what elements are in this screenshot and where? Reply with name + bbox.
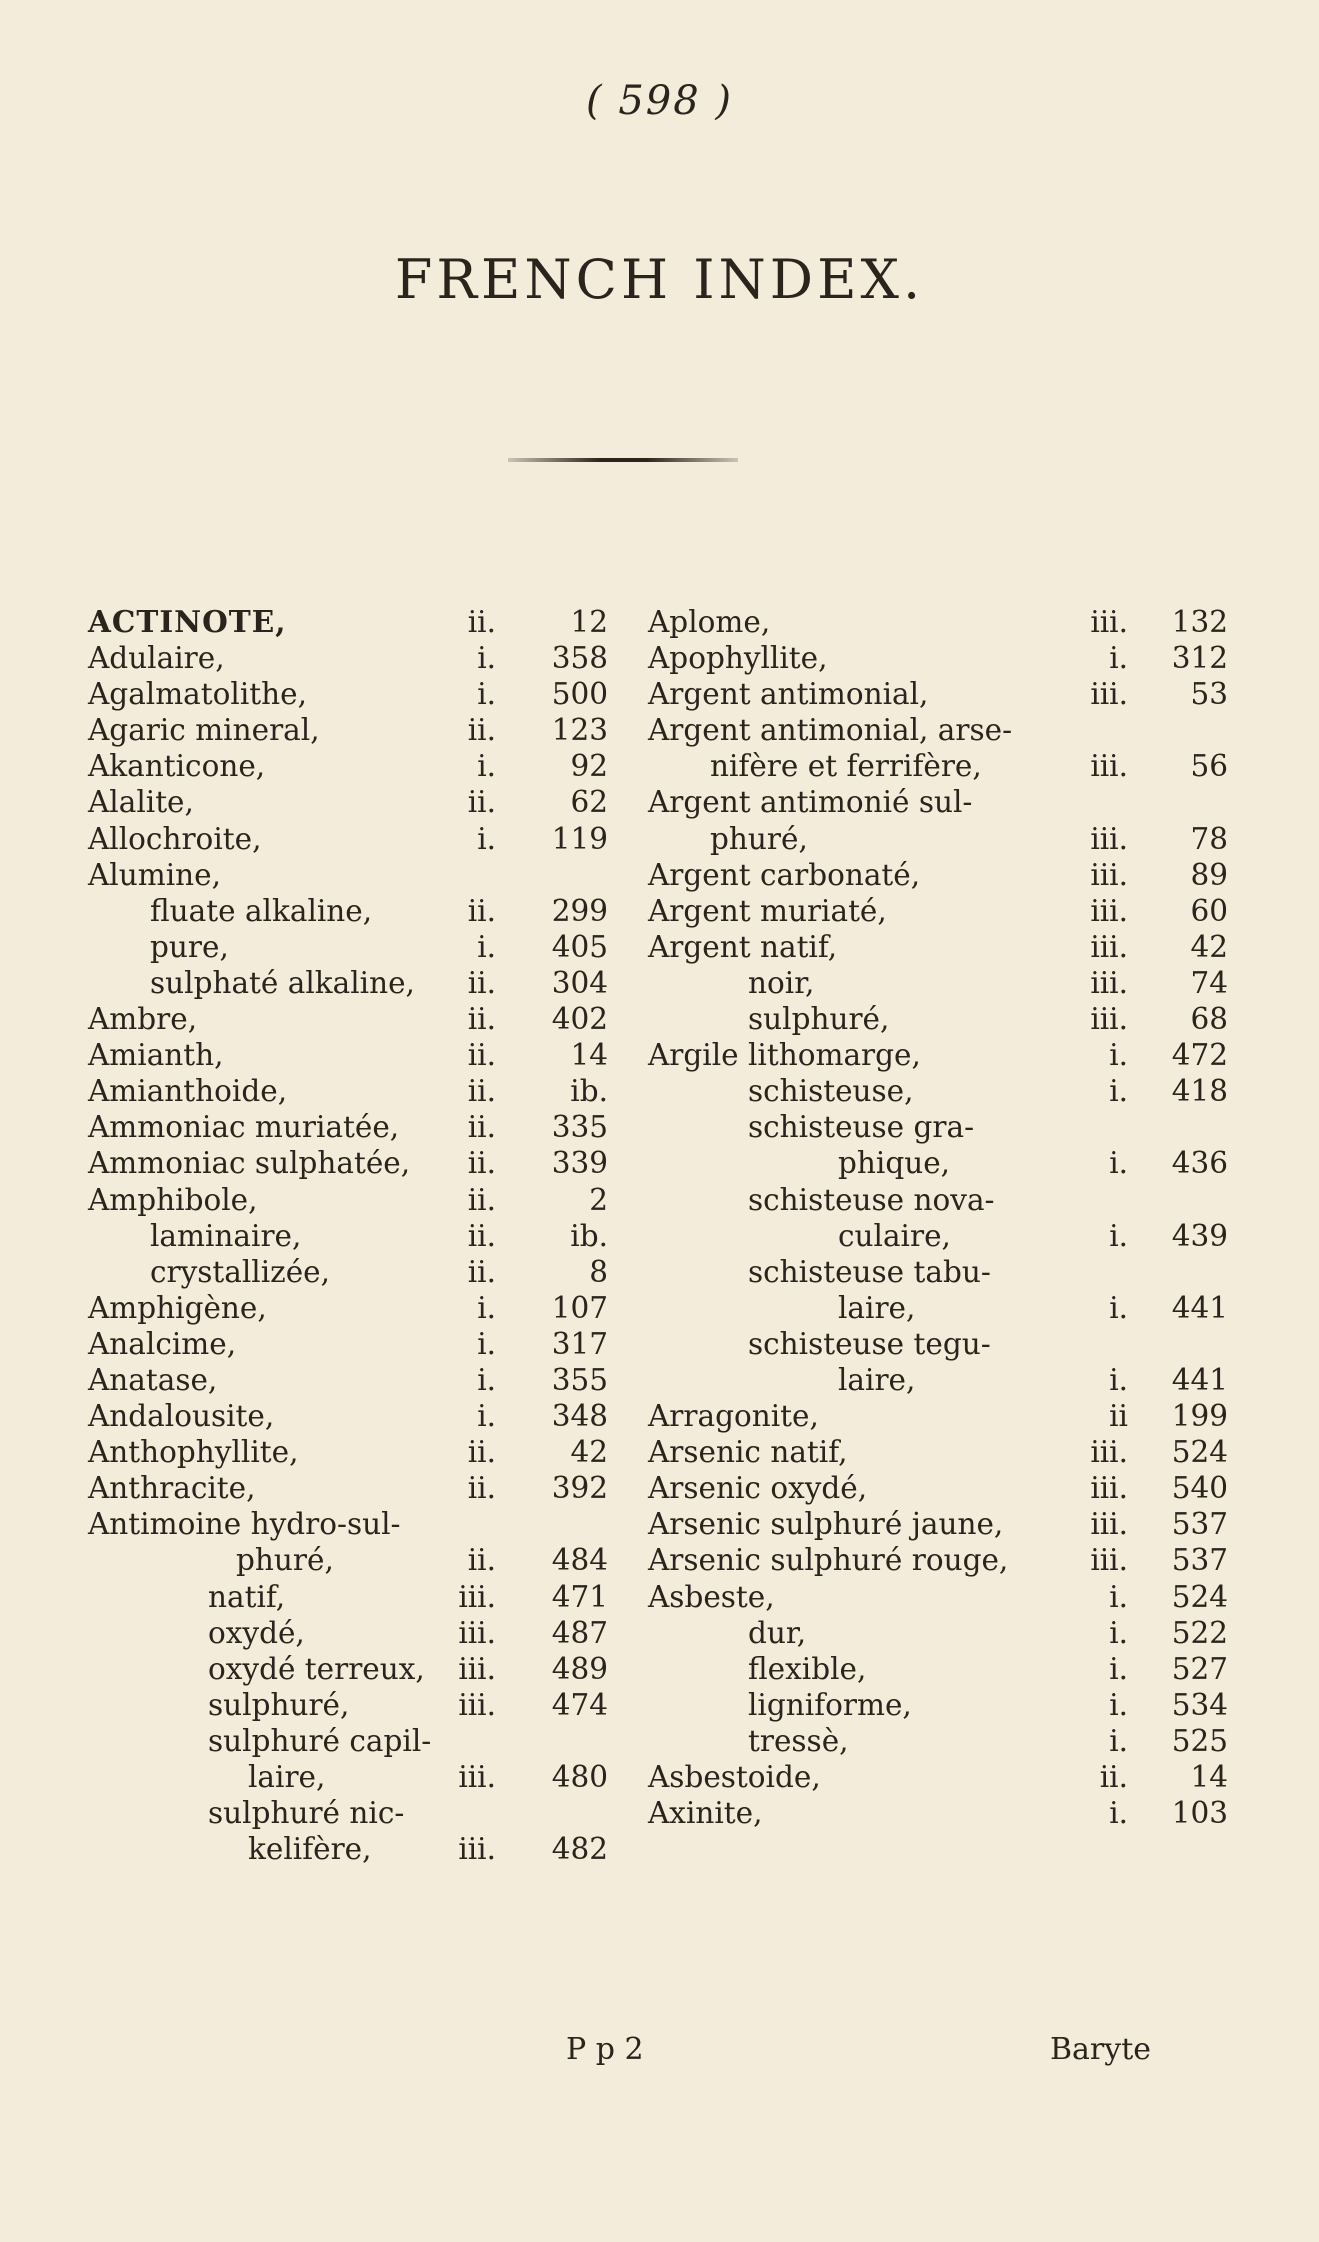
entry-volume: ii. <box>467 1254 496 1289</box>
entry-page: 335 <box>551 1110 608 1145</box>
entry-volume: i. <box>477 749 496 784</box>
index-entry <box>88 1037 608 1073</box>
index-entry <box>88 965 608 1001</box>
index-entry <box>648 676 1228 712</box>
entry-term: Andalousite, <box>88 1399 275 1434</box>
entry-term: culaire, <box>838 1218 951 1253</box>
entry-page: 436 <box>1171 1146 1228 1181</box>
entry-volume: i. <box>1109 1796 1128 1831</box>
index-entry <box>648 1506 1228 1542</box>
entry-page: 418 <box>1171 1074 1228 1109</box>
entry-term: ACTINOTE, <box>88 604 287 639</box>
index-entry <box>88 1254 608 1290</box>
entry-volume: i. <box>477 1399 496 1434</box>
entry-term: Alumine, <box>88 857 221 892</box>
entry-term: Adulaire, <box>88 641 225 676</box>
catchword: Baryte <box>1050 2032 1152 2067</box>
entry-volume: ii. <box>467 1074 496 1109</box>
right-index-column <box>648 604 1228 1831</box>
entry-volume: ii. <box>467 713 496 748</box>
index-entry <box>648 1109 1228 1145</box>
index-entry <box>648 1434 1228 1470</box>
entry-volume: ii. <box>467 1038 496 1073</box>
entry-volume: iii. <box>1090 821 1128 856</box>
left-index-column <box>88 604 608 1867</box>
index-entry <box>88 1795 608 1831</box>
entry-page: 482 <box>551 1832 608 1867</box>
index-entry <box>648 712 1228 748</box>
index-entry <box>88 1759 608 1795</box>
entry-term: sulphuré, <box>748 1002 890 1037</box>
index-entry <box>88 676 608 712</box>
entry-volume: iii. <box>1090 605 1128 639</box>
entry-term: Anthophyllite, <box>88 1435 299 1470</box>
entry-term: flexible, <box>748 1651 867 1686</box>
index-entry <box>648 965 1228 1001</box>
entry-volume: i. <box>1109 1362 1128 1397</box>
entry-term: Ammoniac muriatée, <box>88 1110 400 1145</box>
entry-term: laire, <box>838 1362 916 1397</box>
entry-volume: iii. <box>1090 857 1128 892</box>
entry-volume: ii. <box>467 1543 496 1578</box>
entry-volume: i. <box>477 1290 496 1325</box>
entry-term: crystallizée, <box>150 1254 331 1289</box>
entry-volume: ii. <box>1099 1760 1128 1794</box>
entry-volume: i. <box>477 929 496 964</box>
index-entry <box>88 1398 608 1434</box>
entry-term: Apophyllite, <box>648 641 828 676</box>
entry-page: 74 <box>1190 965 1228 1000</box>
entry-volume: i. <box>477 641 496 676</box>
entry-term: phique, <box>838 1146 951 1181</box>
entry-page: 540 <box>1171 1471 1228 1506</box>
entry-page: 299 <box>551 893 608 928</box>
index-entry <box>88 1615 608 1651</box>
entry-page: 304 <box>551 965 608 1000</box>
entry-page: ib. <box>570 1074 608 1109</box>
entry-volume: iii. <box>458 1687 496 1722</box>
entry-page: 358 <box>551 641 608 676</box>
index-entry <box>648 1651 1228 1687</box>
entry-volume: iii. <box>458 1579 496 1614</box>
entry-page: 537 <box>1171 1507 1228 1542</box>
entry-term: Arsenic sulphuré rouge, <box>648 1543 1009 1578</box>
entry-page: 480 <box>551 1760 608 1794</box>
entry-page: 537 <box>1171 1543 1228 1578</box>
entry-term: Asbeste, <box>648 1579 775 1614</box>
entry-volume: iii. <box>458 1760 496 1794</box>
entry-term: Amphibole, <box>88 1182 258 1217</box>
page-number: ( 598 ) <box>586 78 733 124</box>
entry-volume: iii. <box>1090 749 1128 784</box>
index-entry <box>648 1218 1228 1254</box>
entry-page: 489 <box>551 1651 608 1686</box>
entry-term: noir, <box>748 965 815 1000</box>
entry-volume: ii. <box>467 965 496 1000</box>
entry-volume: ii. <box>467 1182 496 1217</box>
entry-page: 89 <box>1190 857 1228 892</box>
entry-term: Axinite, <box>648 1796 763 1831</box>
entry-volume: i. <box>477 1362 496 1397</box>
entry-page: 487 <box>551 1615 608 1650</box>
index-entry <box>88 929 608 965</box>
entry-volume: i. <box>477 677 496 712</box>
entry-term: pure, <box>150 929 229 964</box>
entry-page: 78 <box>1190 821 1228 856</box>
index-entry <box>648 1795 1228 1831</box>
entry-page: 527 <box>1171 1651 1228 1686</box>
entry-volume: ii. <box>467 1435 496 1470</box>
entry-term: Anatase, <box>88 1362 218 1397</box>
entry-page: 441 <box>1171 1290 1228 1325</box>
entry-page: 524 <box>1171 1435 1228 1470</box>
entry-term: schisteuse tegu- <box>748 1326 991 1361</box>
index-entry <box>88 1831 608 1867</box>
entry-term: Argent antimonial, <box>648 677 929 712</box>
entry-volume: iii. <box>458 1651 496 1686</box>
entry-page: 317 <box>551 1326 608 1361</box>
entry-term: Amianthoide, <box>88 1074 288 1109</box>
entry-page: 534 <box>1171 1687 1228 1722</box>
entry-term: schisteuse gra- <box>748 1110 975 1145</box>
index-entry <box>648 929 1228 965</box>
index-entry <box>648 640 1228 676</box>
index-entry <box>648 1615 1228 1651</box>
entry-volume: i. <box>1109 641 1128 676</box>
index-entry <box>88 1506 608 1542</box>
entry-term: phuré, <box>710 821 808 856</box>
index-entry <box>88 1651 608 1687</box>
index-entry <box>648 1254 1228 1290</box>
entry-volume: iii. <box>458 1832 496 1867</box>
entry-term: Arragonite, <box>648 1399 819 1434</box>
entry-term: fluate alkaline, <box>150 893 373 928</box>
entry-page: 14 <box>1190 1760 1228 1794</box>
index-entry <box>88 1470 608 1506</box>
entry-page: 392 <box>551 1471 608 1506</box>
index-entry <box>648 1398 1228 1434</box>
entry-volume: i. <box>1109 1038 1128 1073</box>
entry-page: 500 <box>551 677 608 712</box>
entry-volume: i. <box>1109 1290 1128 1325</box>
entry-volume: iii. <box>1090 1543 1128 1578</box>
index-entry <box>88 1362 608 1398</box>
index-entry <box>88 1109 608 1145</box>
index-entry <box>648 1687 1228 1723</box>
index-entry <box>648 1182 1228 1218</box>
index-entry <box>648 1362 1228 1398</box>
entry-page: 60 <box>1190 893 1228 928</box>
entry-term: Analcime, <box>88 1326 237 1361</box>
entry-term: nifère et ferrifère, <box>710 749 982 784</box>
entry-term: oxydé, <box>208 1615 305 1650</box>
index-entry <box>88 1145 608 1181</box>
entry-page: 2 <box>589 1182 608 1217</box>
index-entry <box>88 1073 608 1109</box>
entry-term: Antimoine hydro-sul- <box>88 1507 401 1542</box>
index-entry <box>88 1182 608 1218</box>
entry-volume: iii. <box>1090 965 1128 1000</box>
index-entry <box>648 748 1228 784</box>
index-entry <box>88 640 608 676</box>
index-entry <box>648 1073 1228 1109</box>
entry-term: Arsenic natif, <box>648 1435 848 1470</box>
entry-term: dur, <box>748 1615 807 1650</box>
index-entry <box>648 604 1228 640</box>
entry-page: 199 <box>1171 1399 1228 1434</box>
entry-term: Argent antimonié sul- <box>648 785 973 820</box>
index-entry <box>648 1145 1228 1181</box>
entry-term: Allochroite, <box>88 821 262 856</box>
index-entry <box>88 1542 608 1578</box>
index-entry <box>648 1470 1228 1506</box>
entry-page: 355 <box>551 1362 608 1397</box>
entry-term: Argent antimonial, arse- <box>648 713 1013 748</box>
entry-page: 119 <box>551 821 608 856</box>
entry-volume: iii. <box>1090 1435 1128 1470</box>
index-entry <box>88 1218 608 1254</box>
index-entry <box>648 1326 1228 1362</box>
index-entry <box>648 1290 1228 1326</box>
entry-term: Argent carbonaté, <box>648 857 921 892</box>
entry-term: Anthracite, <box>88 1471 256 1506</box>
entry-page: 339 <box>551 1146 608 1181</box>
entry-page: 56 <box>1190 749 1228 784</box>
index-entry <box>88 821 608 857</box>
index-entry <box>88 1687 608 1723</box>
entry-term: sulphuré capil- <box>208 1723 432 1758</box>
entry-page: 524 <box>1171 1579 1228 1614</box>
entry-volume: iii. <box>1090 1507 1128 1542</box>
entry-term: Asbestoide, <box>648 1760 821 1794</box>
index-entry <box>648 784 1228 820</box>
entry-term: laminaire, <box>150 1218 302 1253</box>
entry-volume: ii. <box>467 1218 496 1253</box>
index-entry <box>88 1434 608 1470</box>
entry-term: phuré, <box>236 1543 334 1578</box>
index-entry <box>88 893 608 929</box>
entry-page: 525 <box>1171 1723 1228 1758</box>
entry-term: schisteuse tabu- <box>748 1254 991 1289</box>
entry-term: sulphuré nic- <box>208 1796 405 1831</box>
entry-page: 123 <box>551 713 608 748</box>
entry-term: Arsenic sulphuré jaune, <box>648 1507 1004 1542</box>
entry-term: tressè, <box>748 1723 849 1758</box>
entry-page: 471 <box>551 1579 608 1614</box>
entry-volume: i. <box>1109 1651 1128 1686</box>
entry-term: schisteuse nova- <box>748 1182 995 1217</box>
entry-page: 405 <box>551 929 608 964</box>
entry-page: 14 <box>570 1038 608 1073</box>
index-entry <box>88 712 608 748</box>
entry-page: 8 <box>589 1254 608 1289</box>
entry-page: 402 <box>551 1002 608 1037</box>
entry-page: 107 <box>551 1290 608 1325</box>
entry-volume: i. <box>1109 1579 1128 1614</box>
index-entry <box>88 1723 608 1759</box>
index-entry <box>648 1037 1228 1073</box>
entry-volume: i. <box>1109 1723 1128 1758</box>
entry-volume: i. <box>1109 1687 1128 1722</box>
index-title: FRENCH INDEX. <box>394 248 925 311</box>
entry-page: 441 <box>1171 1362 1228 1397</box>
entry-volume: iii. <box>1090 1002 1128 1037</box>
entry-term: laire, <box>838 1290 916 1325</box>
entry-page: 53 <box>1190 677 1228 712</box>
entry-term: Agalmatolithe, <box>88 677 307 712</box>
index-entry <box>88 1579 608 1615</box>
index-entry <box>88 784 608 820</box>
entry-volume: iii. <box>1090 1471 1128 1506</box>
index-entry <box>648 1001 1228 1037</box>
index-entry <box>648 1542 1228 1578</box>
entry-page: 12 <box>570 605 608 639</box>
entry-page: 484 <box>551 1543 608 1578</box>
entry-term: Amianth, <box>88 1038 224 1073</box>
entry-page: 103 <box>1171 1796 1228 1831</box>
entry-term: Aplome, <box>648 605 771 639</box>
entry-term: Agaric mineral, <box>88 713 320 748</box>
index-entry <box>648 821 1228 857</box>
entry-volume: ii. <box>467 1146 496 1181</box>
index-entry <box>88 748 608 784</box>
entry-volume: iii. <box>1090 929 1128 964</box>
entry-term: Argent natif, <box>648 929 838 964</box>
entry-page: 522 <box>1171 1615 1228 1650</box>
entry-volume: ii <box>1109 1399 1128 1434</box>
entry-term: Amphigène, <box>88 1290 267 1325</box>
entry-page: 439 <box>1171 1218 1228 1253</box>
entry-volume: ii. <box>467 1110 496 1145</box>
index-entry <box>88 604 608 640</box>
index-entry <box>88 857 608 893</box>
entry-page: 472 <box>1171 1038 1228 1073</box>
entry-volume: i. <box>1109 1218 1128 1253</box>
entry-term: Alalite, <box>88 785 194 820</box>
entry-page: 312 <box>1171 641 1228 676</box>
entry-volume: iii. <box>1090 893 1128 928</box>
entry-page: 348 <box>551 1399 608 1434</box>
entry-volume: ii. <box>467 1002 496 1037</box>
entry-volume: ii. <box>467 605 496 639</box>
entry-volume: ii. <box>467 1471 496 1506</box>
entry-term: schisteuse, <box>748 1074 914 1109</box>
entry-volume: i. <box>477 821 496 856</box>
index-entry <box>648 1579 1228 1615</box>
entry-term: Ambre, <box>88 1002 198 1037</box>
entry-page: 68 <box>1190 1002 1228 1037</box>
entry-page: 474 <box>551 1687 608 1722</box>
entry-volume: i. <box>1109 1074 1128 1109</box>
entry-term: kelifère, <box>248 1832 372 1867</box>
entry-volume: ii. <box>467 893 496 928</box>
entry-term: oxydé terreux, <box>208 1651 425 1686</box>
entry-page: 92 <box>570 749 608 784</box>
entry-term: Ammoniac sulphatée, <box>88 1146 411 1181</box>
entry-volume: ii. <box>467 785 496 820</box>
entry-term: Arsenic oxydé, <box>648 1471 868 1506</box>
entry-volume: i. <box>1109 1615 1128 1650</box>
entry-volume: iii. <box>458 1615 496 1650</box>
entry-term: natif, <box>208 1579 286 1614</box>
entry-term: Argent muriaté, <box>648 893 887 928</box>
entry-page: 42 <box>570 1435 608 1470</box>
entry-volume: i. <box>477 1326 496 1361</box>
index-entry <box>648 1723 1228 1759</box>
index-entry <box>648 1759 1228 1795</box>
index-entry <box>88 1001 608 1037</box>
entry-volume: i. <box>1109 1146 1128 1181</box>
entry-term: sulphaté alkaline, <box>150 965 415 1000</box>
entry-volume: iii. <box>1090 677 1128 712</box>
entry-term: Akanticone, <box>88 749 266 784</box>
decorative-rule <box>508 458 738 462</box>
index-entry <box>648 893 1228 929</box>
entry-term: ligniforme, <box>748 1687 912 1722</box>
index-entry <box>88 1290 608 1326</box>
entry-term: laire, <box>248 1760 326 1794</box>
entry-page: ib. <box>570 1218 608 1253</box>
index-entry <box>88 1326 608 1362</box>
signature-mark: P p 2 <box>566 2032 644 2067</box>
entry-page: 62 <box>570 785 608 820</box>
index-entry <box>648 857 1228 893</box>
entry-term: Argile lithomarge, <box>648 1038 921 1073</box>
entry-page: 42 <box>1190 929 1228 964</box>
entry-term: sulphuré, <box>208 1687 350 1722</box>
entry-page: 132 <box>1171 605 1228 639</box>
